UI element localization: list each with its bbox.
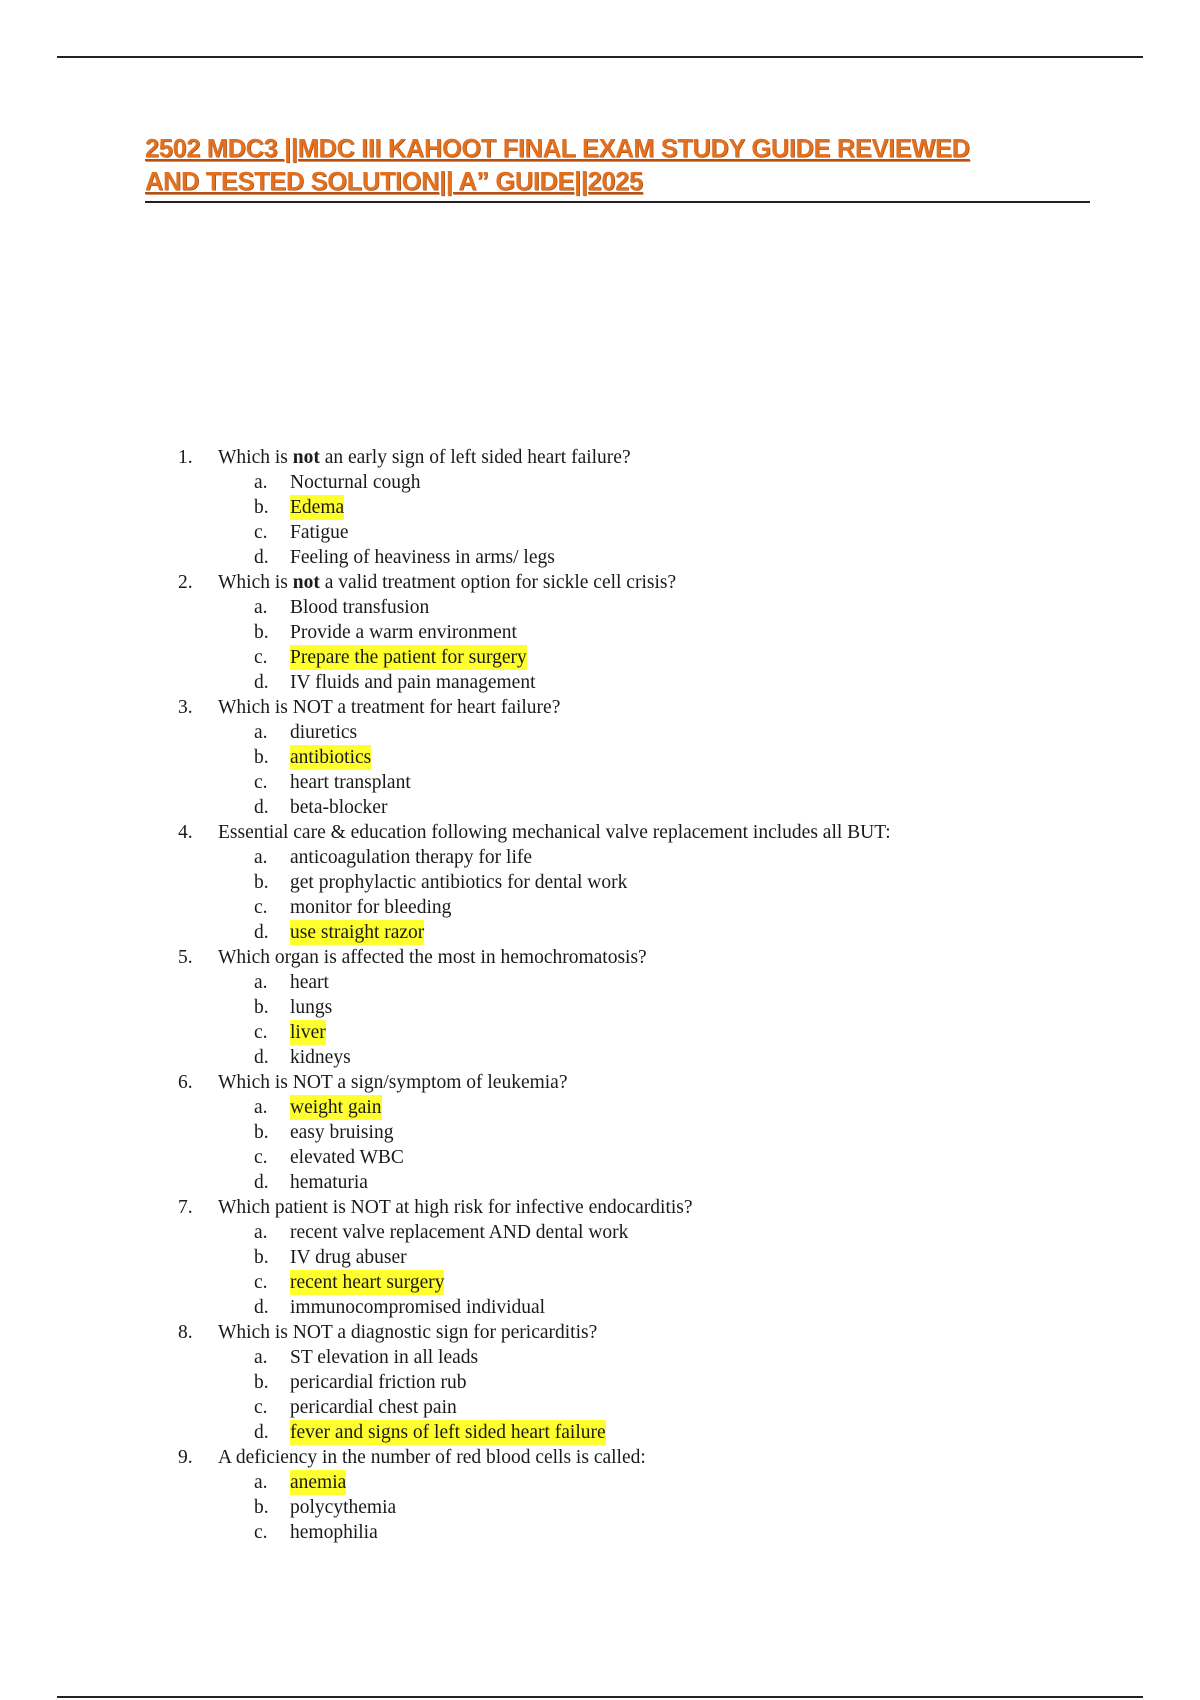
option-letter: c.	[254, 1272, 268, 1293]
option-letter: b.	[254, 622, 269, 643]
question-text-part: Which is NOT a sign/symptom of leukemia?	[218, 1072, 568, 1093]
question-item	[0, 1445, 1200, 1470]
question-text	[218, 945, 647, 970]
question-text-part: Which is NOT a diagnostic sign for pericarditis?	[218, 1322, 598, 1343]
highlighted-answer: use straight razor	[290, 922, 425, 943]
question-item	[0, 1320, 1200, 1345]
question-item	[0, 1070, 1200, 1095]
option-text: pericardial friction rub	[290, 1372, 467, 1393]
question-number: 7.	[178, 1197, 193, 1218]
question-item	[0, 820, 1200, 845]
option-text: hemophilia	[290, 1522, 378, 1543]
question-text-part: Which is NOT a treatment for heart failure?	[218, 697, 561, 718]
option-letter: c.	[254, 1147, 268, 1168]
answer-option	[0, 1095, 1200, 1120]
question-number: 8.	[178, 1322, 193, 1343]
highlighted-answer: antibiotics	[290, 747, 372, 768]
answer-option	[0, 645, 1200, 670]
answer-option	[0, 470, 1200, 495]
option-text: IV drug abuser	[290, 1247, 407, 1268]
option-text: kidneys	[290, 1047, 351, 1068]
option-letter: d.	[254, 1297, 269, 1318]
answer-option	[0, 1270, 1200, 1295]
question-number: 1.	[178, 447, 193, 468]
question-text	[218, 1445, 646, 1470]
option-letter: a.	[254, 472, 268, 493]
question-number: 6.	[178, 1072, 193, 1093]
page-top-rule	[57, 56, 1143, 58]
option-letter: c.	[254, 897, 268, 918]
answer-option	[0, 1520, 1200, 1545]
option-text: heart transplant	[290, 772, 411, 793]
option-letter: a.	[254, 597, 268, 618]
option-text: pericardial chest pain	[290, 1397, 457, 1418]
answer-option	[0, 520, 1200, 545]
option-text: Blood transfusion	[290, 597, 430, 618]
option-letter: b.	[254, 1122, 269, 1143]
option-letter: b.	[254, 1372, 269, 1393]
answer-option	[0, 1220, 1200, 1245]
question-emphasis: not	[292, 572, 320, 593]
option-letter: d.	[254, 1422, 269, 1443]
option-letter: a.	[254, 972, 268, 993]
answer-option	[0, 1395, 1200, 1420]
option-letter: c.	[254, 1397, 268, 1418]
page-bottom-rule	[57, 1696, 1143, 1698]
answer-option	[0, 1495, 1200, 1520]
option-letter: c.	[254, 1522, 268, 1543]
option-text: easy bruising	[290, 1122, 394, 1143]
highlighted-answer: Prepare the patient for surgery	[290, 647, 527, 668]
answer-option	[0, 795, 1200, 820]
question-item	[0, 945, 1200, 970]
option-letter: b.	[254, 1247, 269, 1268]
question-number: 2.	[178, 572, 193, 593]
answer-option	[0, 1020, 1200, 1045]
question-text	[218, 1195, 693, 1220]
option-text: IV fluids and pain management	[290, 672, 536, 693]
question-text-part: Which is	[218, 572, 293, 593]
question-number: 5.	[178, 947, 193, 968]
option-letter: c.	[254, 772, 268, 793]
answer-option	[0, 970, 1200, 995]
answer-option	[0, 1120, 1200, 1145]
option-letter: c.	[254, 1022, 268, 1043]
option-text: diuretics	[290, 722, 358, 743]
option-letter: a.	[254, 1347, 268, 1368]
option-text: immunocompromised individual	[290, 1297, 546, 1318]
highlighted-answer: weight gain	[290, 1097, 382, 1118]
option-letter: d.	[254, 547, 269, 568]
option-letter: c.	[254, 647, 268, 668]
answer-option	[0, 495, 1200, 520]
option-text: polycythemia	[290, 1497, 397, 1518]
answer-option	[0, 745, 1200, 770]
highlighted-answer: recent heart surgery	[290, 1272, 445, 1293]
option-letter: a.	[254, 1222, 268, 1243]
question-item	[0, 445, 1200, 470]
option-letter: d.	[254, 797, 269, 818]
answer-option	[0, 1045, 1200, 1070]
question-list	[0, 445, 1200, 1545]
option-text: Feeling of heaviness in arms/ legs	[290, 547, 555, 568]
question-text	[218, 1070, 568, 1095]
question-text-part: A deficiency in the number of red blood cells is called:	[218, 1447, 646, 1468]
option-text: lungs	[290, 997, 333, 1018]
question-number: 4.	[178, 822, 193, 843]
answer-option	[0, 770, 1200, 795]
document-title	[145, 133, 1090, 203]
answer-option	[0, 870, 1200, 895]
answer-option	[0, 1145, 1200, 1170]
option-letter: a.	[254, 1472, 268, 1493]
option-text: Fatigue	[290, 522, 349, 543]
question-text	[218, 1320, 597, 1345]
question-text	[218, 695, 560, 720]
option-text: heart	[290, 972, 329, 993]
question-item	[0, 1195, 1200, 1220]
question-text-part: Which is	[218, 447, 293, 468]
title-line-2: AND TESTED SOLUTION|| A” GUIDE||2025	[145, 168, 643, 196]
answer-option	[0, 1370, 1200, 1395]
option-text: beta-blocker	[290, 797, 388, 818]
question-text-part: a valid treatment option for sickle cell crisis?	[319, 572, 677, 593]
highlighted-answer: anemia	[290, 1472, 347, 1493]
option-text: recent valve replacement AND dental work	[290, 1222, 629, 1243]
question-text	[218, 570, 676, 595]
answer-option	[0, 1470, 1200, 1495]
answer-option	[0, 670, 1200, 695]
answer-option	[0, 920, 1200, 945]
option-letter: b.	[254, 997, 269, 1018]
option-text: hematuria	[290, 1172, 368, 1193]
question-text-part: Which organ is affected the most in hemochromatosis?	[218, 947, 647, 968]
option-text: elevated WBC	[290, 1147, 404, 1168]
question-item	[0, 570, 1200, 595]
option-letter: b.	[254, 747, 269, 768]
answer-option	[0, 1345, 1200, 1370]
question-number: 9.	[178, 1447, 193, 1468]
option-text: get prophylactic antibiotics for dental work	[290, 872, 628, 893]
title-line-1: 2502 MDC3 ||MDC III KAHOOT FINAL EXAM STUDY GUIDE REVIEWED	[145, 135, 970, 163]
option-letter: a.	[254, 722, 268, 743]
answer-option	[0, 845, 1200, 870]
option-text: monitor for bleeding	[290, 897, 452, 918]
answer-option	[0, 545, 1200, 570]
answer-option	[0, 995, 1200, 1020]
option-letter: c.	[254, 522, 268, 543]
question-text-part: an early sign of left sided heart failure?	[319, 447, 631, 468]
option-letter: d.	[254, 1047, 269, 1068]
answer-option	[0, 595, 1200, 620]
option-letter: d.	[254, 922, 269, 943]
answer-option	[0, 720, 1200, 745]
question-text	[218, 445, 631, 470]
option-letter: a.	[254, 847, 268, 868]
question-number: 3.	[178, 697, 193, 718]
question-emphasis: not	[292, 447, 320, 468]
option-letter: b.	[254, 497, 269, 518]
question-text	[218, 820, 891, 845]
answer-option	[0, 895, 1200, 920]
option-letter: b.	[254, 872, 269, 893]
highlighted-answer: Edema	[290, 497, 345, 518]
highlighted-answer: liver	[290, 1022, 326, 1043]
option-letter: b.	[254, 1497, 269, 1518]
option-letter: a.	[254, 1097, 268, 1118]
option-text: Provide a warm environment	[290, 622, 517, 643]
option-letter: d.	[254, 1172, 269, 1193]
option-letter: d.	[254, 672, 269, 693]
answer-option	[0, 620, 1200, 645]
answer-option	[0, 1420, 1200, 1445]
answer-option	[0, 1245, 1200, 1270]
answer-option	[0, 1170, 1200, 1195]
option-text: Nocturnal cough	[290, 472, 421, 493]
answer-option	[0, 1295, 1200, 1320]
option-text: ST elevation in all leads	[290, 1347, 479, 1368]
highlighted-answer: fever and signs of left sided heart failure	[290, 1422, 606, 1443]
option-text: anticoagulation therapy for life	[290, 847, 533, 868]
question-text-part: Essential care & education following mechanical valve replacement includes all BUT:	[218, 822, 891, 843]
question-text-part: Which patient is NOT at high risk for infective endocarditis?	[218, 1197, 693, 1218]
question-item	[0, 695, 1200, 720]
